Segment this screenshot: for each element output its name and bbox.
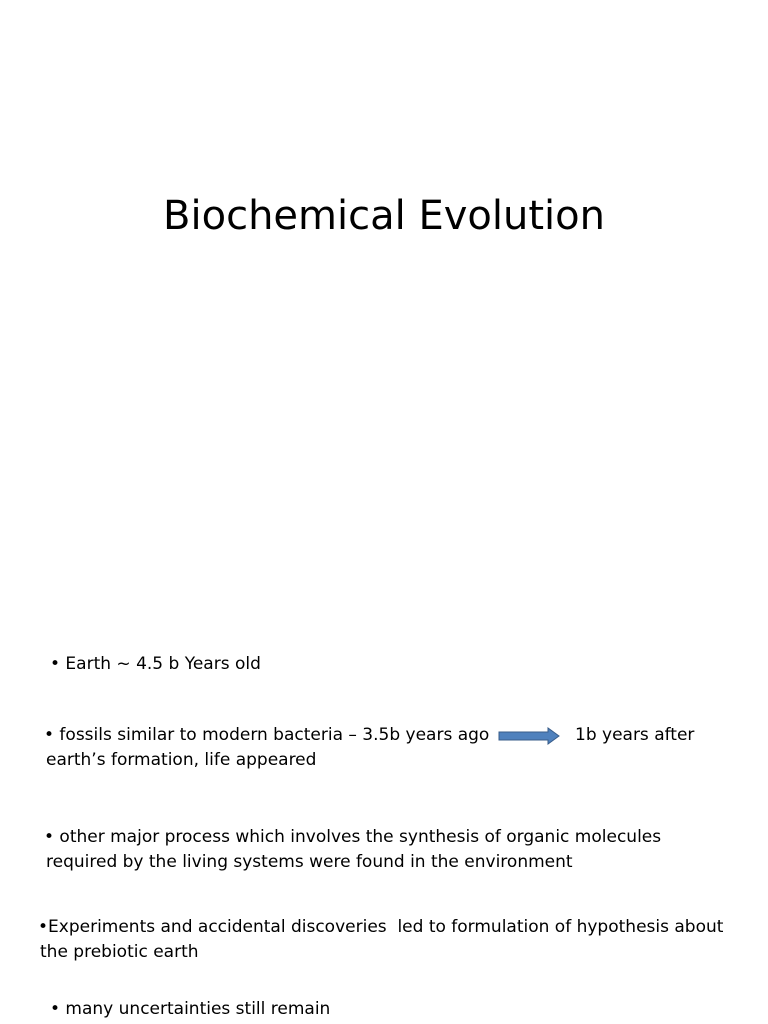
bullet-synthesis-line2: required by the living systems were found in the environment (46, 852, 573, 872)
bullet-uncertainties: • many uncertainties still remain (50, 999, 331, 1019)
bullet-synthesis-line1: • other major process which involves the synthesis of organic molecules (44, 827, 662, 847)
bullet-experiments-line2: the prebiotic earth (40, 942, 199, 962)
bullet-experiments-line1: •Experiments and accidental discoveries led to formulation of hypothesis about (38, 917, 724, 937)
bullet-fossils-line2: earth’s formation, life appeared (46, 750, 317, 770)
right-arrow-icon (498, 727, 560, 745)
bullet-fossils-after: 1b years after (575, 725, 695, 745)
slide-title: Biochemical Evolution (163, 193, 605, 239)
bullet-earth-age: • Earth ~ 4.5 b Years old (50, 654, 261, 674)
bullet-fossils-line1: • fossils similar to modern bacteria – 3.5b years ago (44, 725, 490, 745)
